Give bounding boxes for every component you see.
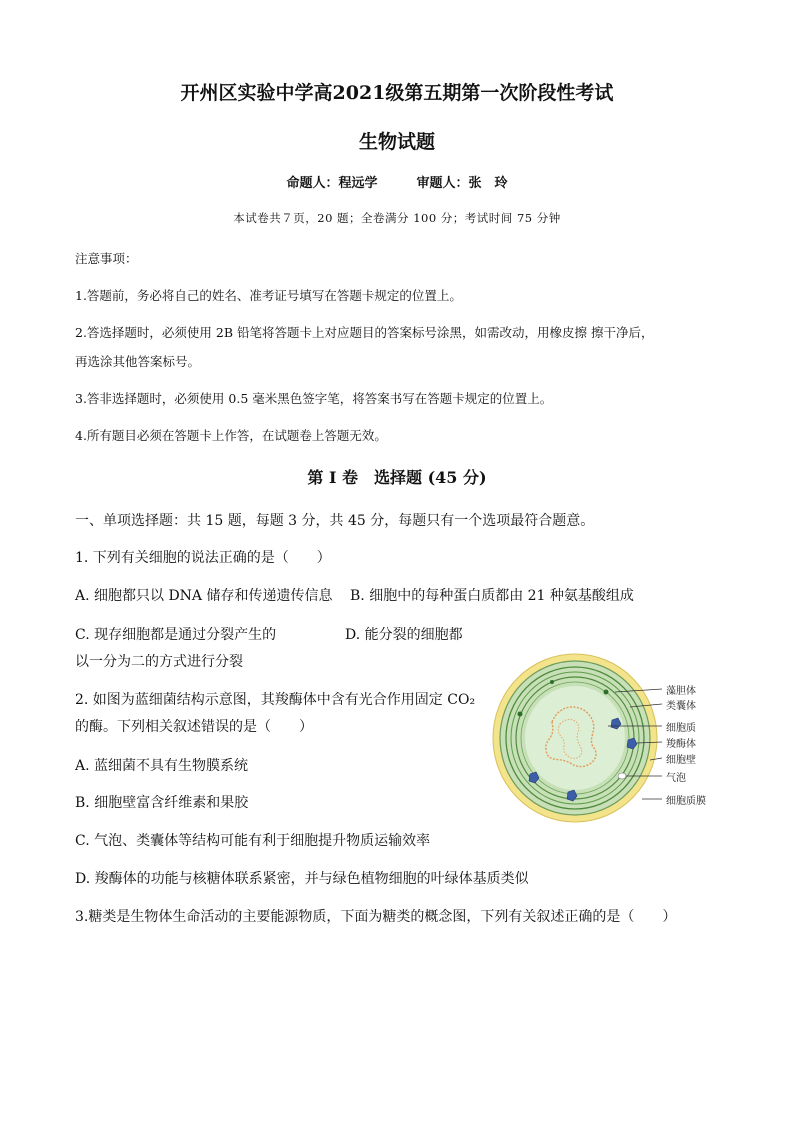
label-thylakoid: 类囊体 <box>666 701 696 712</box>
note-item: 4.所有题目必须在答题卡上作答，在试题卷上答题无效。 <box>75 428 387 443</box>
note-item: 再选涂其他答案标号。 <box>75 354 201 369</box>
q2-option-d: D. 羧酶体的功能与核糖体联系紧密，并与绿色植物细胞的叶绿体基质类似 <box>75 871 529 887</box>
q2-option-b: B. 细胞壁富含纤维素和果胶 <box>75 795 249 811</box>
label-phycobilisome: 藻胆体 <box>666 686 696 697</box>
label-carboxysome: 羧酶体 <box>666 739 696 750</box>
label-cell-wall: 细胞壁 <box>666 755 696 766</box>
note-item: 3.答非选择题时，必须使用 0.5 毫米黑色签字笔，将答案书写在答题卡规定的位置上。 <box>75 391 553 406</box>
note-item: 2.答选择题时，必须使用 2B 铅笔将答题卡上对应题目的答案标号涂黑，如需改动，用橡皮擦 擦干净后， <box>75 325 654 340</box>
label-cytoplasm: 细胞质 <box>666 723 696 734</box>
cyanobacteria-figure <box>490 652 735 827</box>
q1-option-a: A. 细胞都只以 DNA 储存和传递遗传信息 <box>75 588 333 604</box>
q2-stem-line2: 的酶。下列相关叙述错误的是（ ） <box>75 719 313 735</box>
gas-vesicle-shape <box>618 773 626 779</box>
label-gas-vesicle: 气泡 <box>666 773 686 784</box>
q1-stem: 1. 下列有关细胞的说法正确的是（ ） <box>75 550 331 566</box>
q1-option-c: C. 现存细胞都是通过分裂产生的 <box>75 627 277 643</box>
section-title: 第 I 卷 选择题 (45 分) <box>307 468 487 487</box>
label-cell-membrane: 细胞质膜 <box>666 796 706 807</box>
q3-stem: 3.糖类是生物体生命活动的主要能源物质，下面为糖类的概念图，下列有关叙述正确的是（ ） <box>75 909 677 925</box>
note-item: 1.答题前，务必将自己的姓名、准考证号填写在答题卡规定的位置上。 <box>75 288 462 303</box>
q1-option-d-cont: 以一分为二的方式进行分裂 <box>75 654 243 670</box>
q1-option-d: D. 能分裂的细胞都 <box>345 627 463 643</box>
exam-title: 开州区实验中学高2021级第五期第一次阶段性考试 <box>180 82 614 104</box>
exam-info: 本试卷共７页，20 题；全卷满分 100 分；考试时间 75 分钟 <box>233 211 561 225</box>
q2-option-c: C. 气泡、类囊体等结构可能有利于细胞提升物质运输效率 <box>75 833 431 849</box>
q1-option-b: B. 细胞中的每种蛋白质都由 21 种氨基酸组成 <box>350 588 634 604</box>
exam-subtitle: 生物试题 <box>358 131 435 153</box>
q2-stem-line1: 2. 如图为蓝细菌结构示意图，其羧酶体中含有光合作用固定 CO₂ <box>75 692 476 708</box>
notes-heading: 注意事项： <box>75 251 138 266</box>
authors-line: 命题人：程远学 审题人：张 玲 <box>286 176 508 191</box>
cytoplasm-shape <box>525 686 625 790</box>
q2-option-a: A. 蓝细菌不具有生物膜系统 <box>75 758 249 774</box>
instructions: 一、单项选择题：共 15 题，每题 3 分，共 45 分，每题只有一个选项最符合题意。 <box>75 513 595 529</box>
